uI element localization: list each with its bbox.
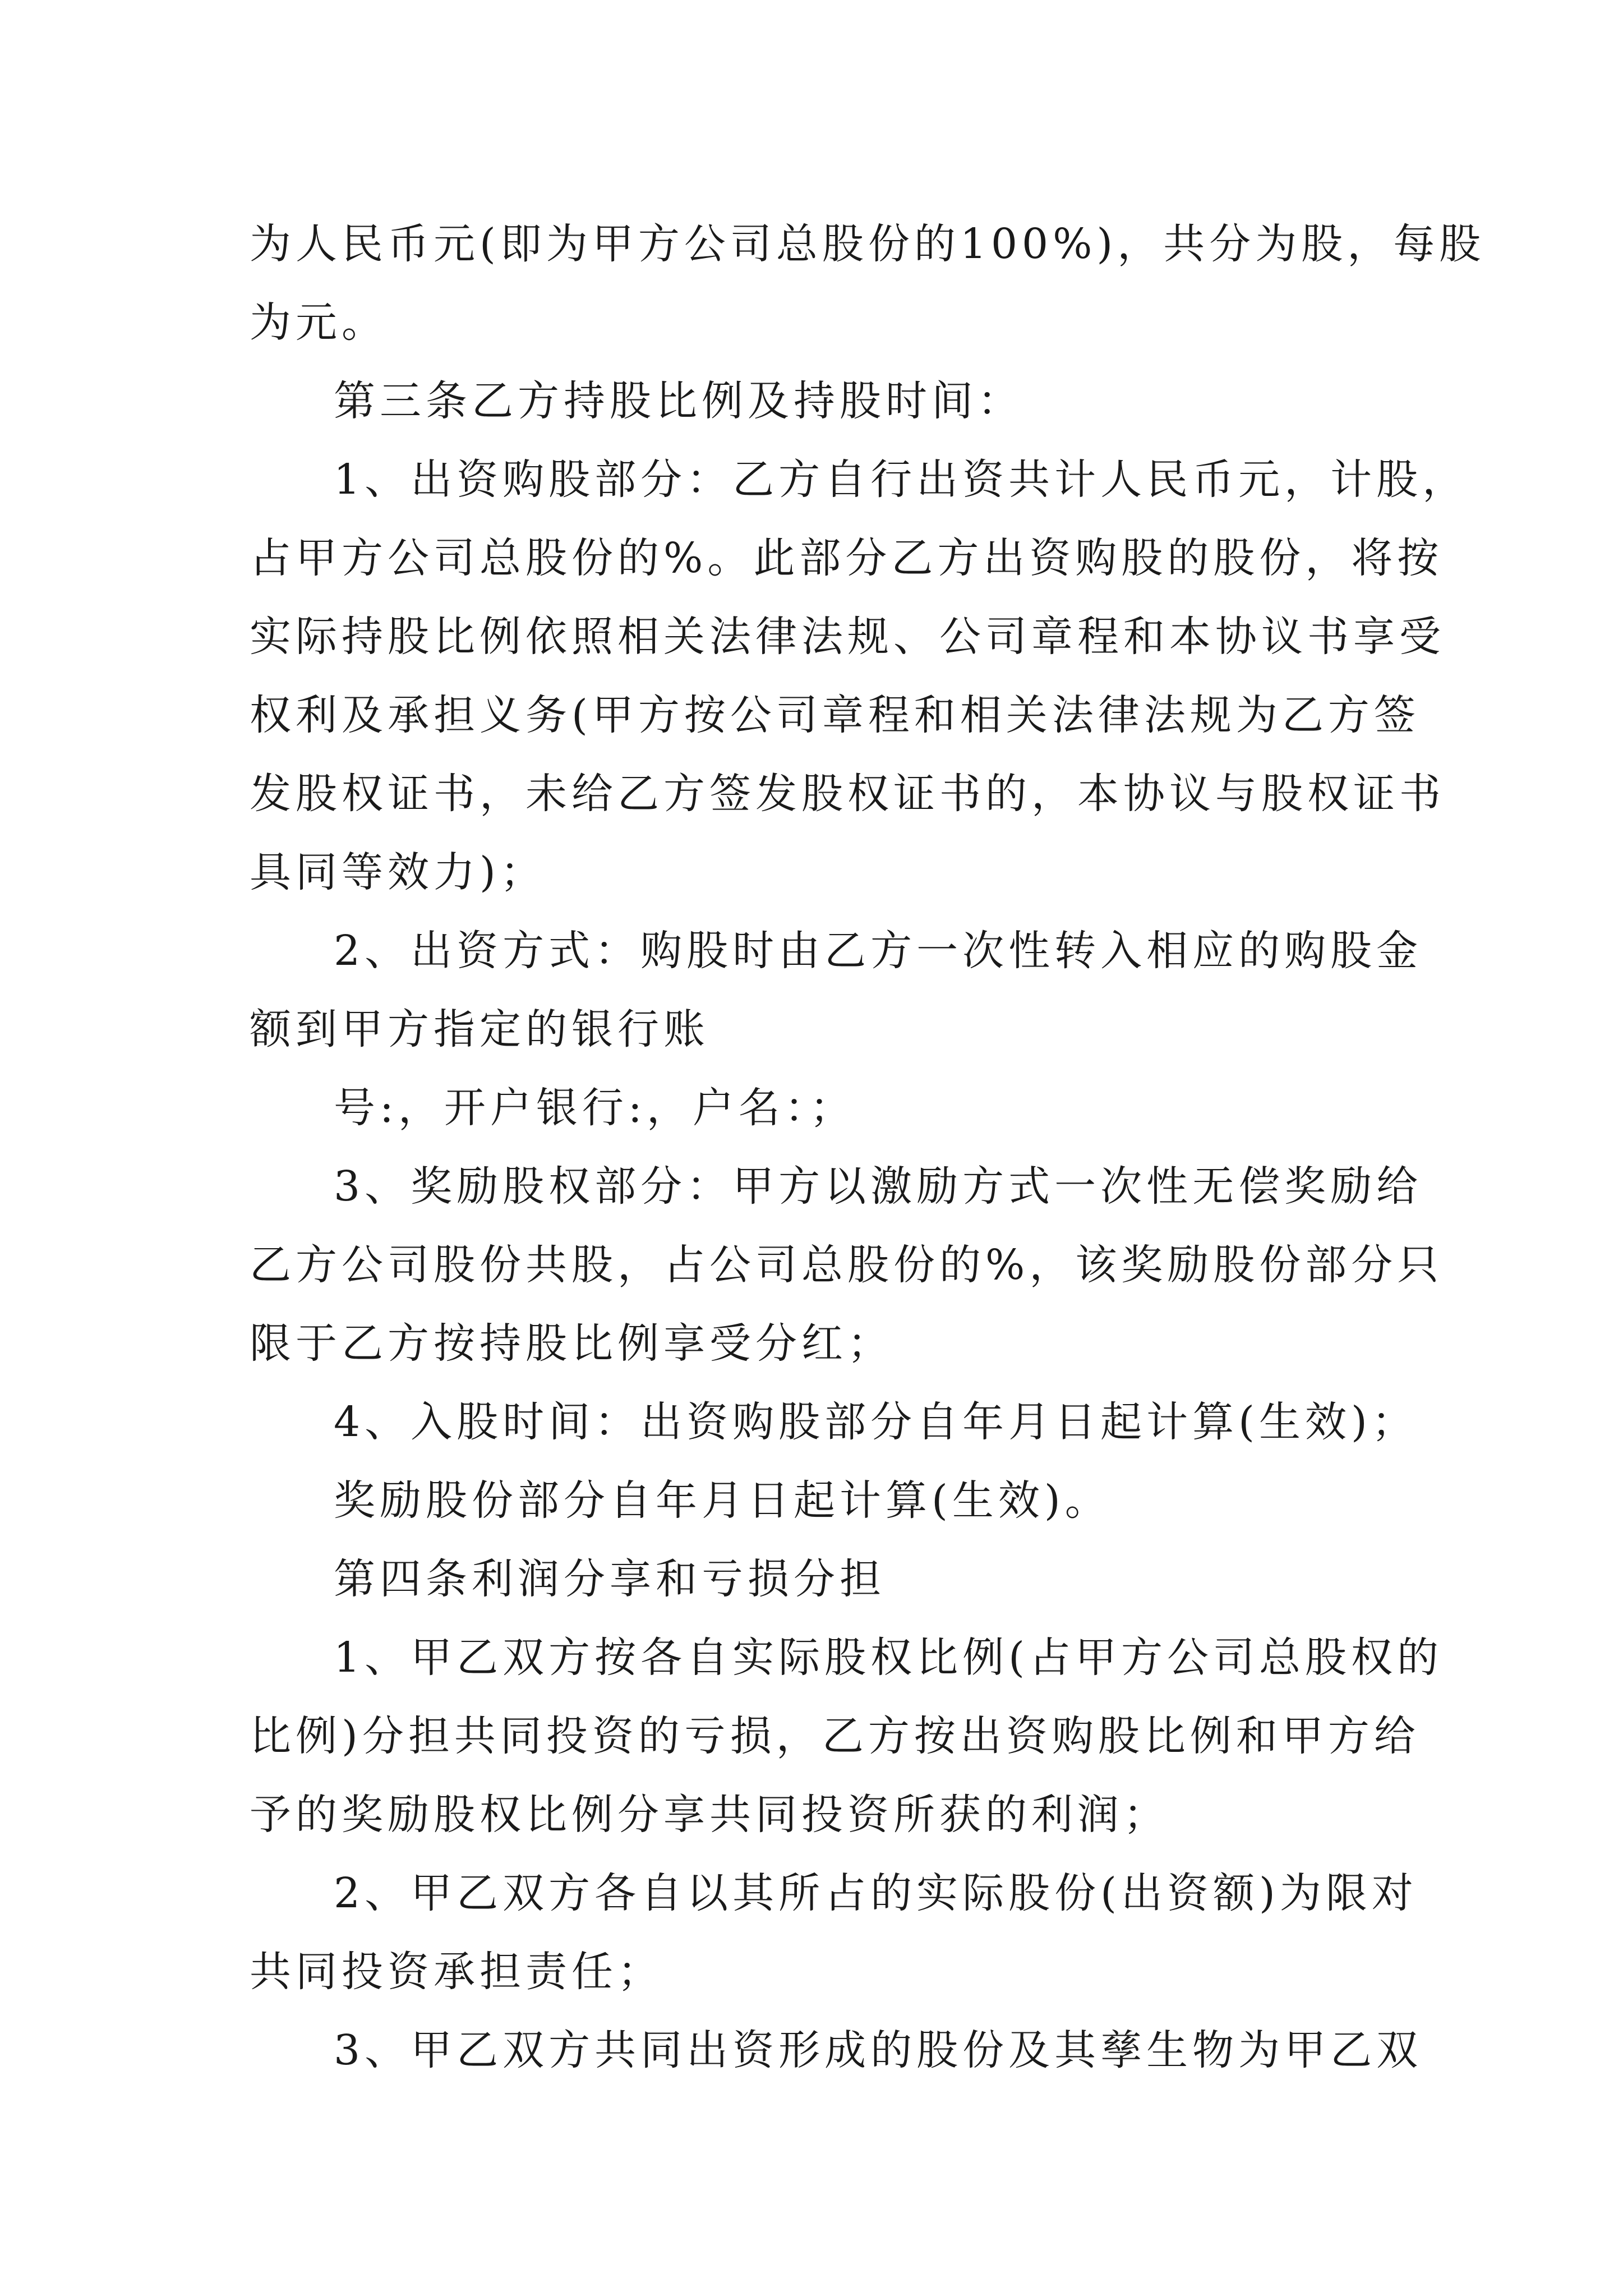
text-line: 3、奖励股权部分：甲方以激励方式一次性无偿奖励给 <box>334 1162 1423 1211</box>
text-line: 乙方公司股份共股，占公司总股份的%，该奖励股份部分只 <box>250 1241 1444 1289</box>
text-line: 共同投资承担责任； <box>250 1948 663 1996</box>
text-line: 额到甲方指定的银行账 <box>250 1005 709 1053</box>
text-line: 比例)分担共同投资的亏损，乙方按出资购股比例和甲方给 <box>250 1712 1420 1760</box>
text-line: 具同等效力)； <box>250 848 546 896</box>
text-line: 号:，开户银行:，户名：； <box>334 1084 856 1132</box>
text-line: 发股权证书，未给乙方签发股权证书的，本协议与股权证书 <box>250 770 1445 818</box>
text-line: 予的奖励股权比例分享共同投资所获的利润； <box>250 1791 1169 1839</box>
text-line: 为人民币元(即为甲方公司总股份的100%)，共分为股，每股 <box>250 220 1486 268</box>
text-line: 奖励股份部分自年月日起计算(生效)。 <box>334 1476 1111 1525</box>
text-line: 4、入股时间：出资购股部分自年月日起计算(生效)； <box>334 1398 1418 1446</box>
text-line: 2、甲乙双方各自以其所占的实际股份(出资额)为限对 <box>334 1869 1418 1917</box>
text-line: 占甲方公司总股份的%。此部分乙方出资购股的股份，将按 <box>250 534 1444 582</box>
text-line: 1、出资购股部分：乙方自行出资共计人民币元，计股， <box>334 455 1469 504</box>
text-line: 为元。 <box>250 298 388 347</box>
text-line: 1、甲乙双方按各自实际股权比例(占甲方公司总股权的 <box>334 1634 1443 1682</box>
text-line: 权利及承担义务(甲方按公司章程和相关法律法规为乙方签 <box>250 691 1420 739</box>
section-heading: 第三条乙方持股比例及持股时间： <box>334 377 1023 425</box>
section-heading: 第四条利润分享和亏损分担 <box>334 1555 886 1603</box>
text-line: 限于乙方按持股比例享受分红； <box>250 1319 893 1368</box>
text-line: 2、出资方式：购股时由乙方一次性转入相应的购股金 <box>334 927 1423 975</box>
text-line: 实际持股比例依照相关法律法规、公司章程和本协议书享受 <box>250 613 1445 661</box>
text-line: 3、甲乙双方共同出资形成的股份及其孳生物为甲乙双 <box>334 2026 1423 2074</box>
